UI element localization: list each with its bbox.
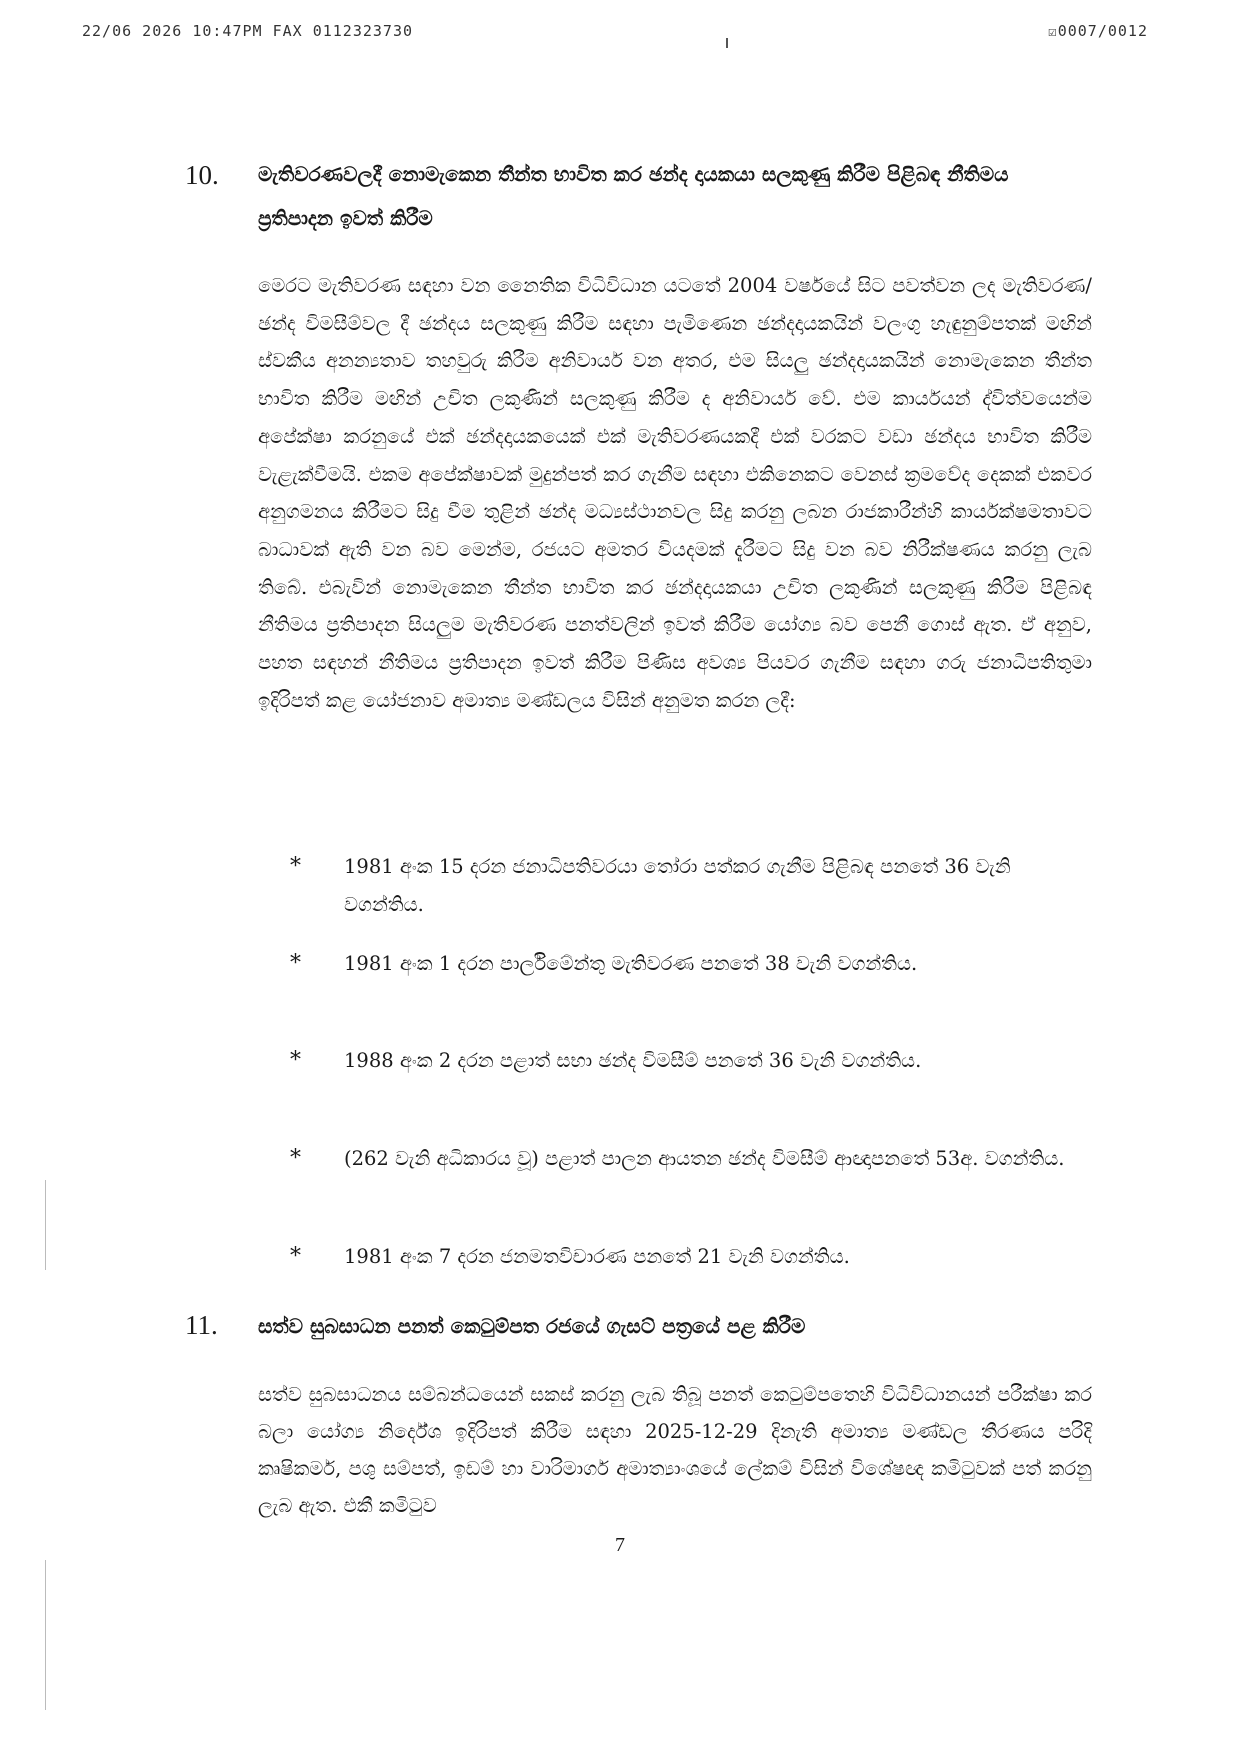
section-title: සත්ව සුබසාධන පනත් කෙටුම්පත රජයේ ගැසට් පත්‍රයේ පළ කිරීම	[258, 1314, 806, 1338]
fax-timestamp-line: 22/06 2026 10:47PM FAX 0112323730	[82, 22, 414, 40]
section-paragraph: සත්ව සුබසාධනය සම්බන්ධයෙන් සකස් කරනු ලැබ තිබූ පනත් කෙටුම්පතෙහි විධිවිධානයන් පරීක්ෂා කර බලා යෝග්‍ය නිර්දේශ ඉදිරිපත් කිරීම සඳහා 2025-12-29 දිනැති අමාත්‍ය මණ්ඩල තීරණය පරිදි කෘෂිකර්ම, පශු සම්පත්, ඉඩම් හා වාරිමාර්ග අමාත්‍යාංශයේ ලේකම් විසින් විශේෂඥ කමිටුවක් පත් කරනු ලැබ ඇත. එකී කමිටුව	[258, 1383, 1092, 1517]
scan-artifact-line	[45, 1180, 46, 1270]
list-item-text: (262 වැනි අධිකාරය වූ) පළාත් පාලන ආයතන ඡන්ද විමසීම් ආඥාපනතේ 53අ. වගන්තිය.	[344, 1147, 1065, 1170]
bullet-asterisk: *	[290, 1244, 301, 1269]
fax-page-counter	[1048, 22, 1148, 40]
list-item-text: 1981 අංක 15 දරන ජනාධිපතිවරයා තෝරා පත්කර ගැනීම පිළිබඳ පනතේ 36 වැනි වගන්තිය.	[344, 855, 1011, 916]
checkbox-mark-icon: ☑	[1048, 24, 1058, 40]
fax-header	[82, 22, 1148, 46]
scan-artifact-line	[45, 1560, 46, 1710]
fax-page-count: 0007/0012	[1057, 22, 1148, 40]
list-item-text: 1988 අංක 2 දරන පළාත් සභා ඡන්ද විමසීම් පනතේ 36 වැනි වගන්තිය.	[344, 1049, 922, 1072]
bullet-asterisk: *	[290, 854, 301, 879]
bullet-asterisk: *	[290, 1146, 301, 1171]
list-item	[290, 1238, 1090, 1278]
list-item	[290, 1042, 1090, 1122]
bullet-asterisk: *	[290, 1048, 301, 1073]
section-number: 10.	[185, 160, 219, 190]
section-title: මැතිවරණවලදී නොමැකෙන තීන්ත භාවිත කර ඡන්ද දායකයා සලකුණු කිරීම පිළිබඳ නීතිමය ප්‍රතිපාදන ඉවත් කිරීම	[258, 162, 1009, 230]
page-number: 7	[615, 1534, 625, 1556]
list-item-text: 1981 අංක 1 දරන පාර්ලිමේන්තු මැතිවරණ පනතේ 38 වැනි වගන්තිය.	[344, 952, 918, 975]
list-item	[290, 848, 1090, 928]
list-item-text: 1981 අංක 7 දරන ජනමතවිචාරණ පනතේ 21 වැනි වගන්තිය.	[344, 1245, 850, 1268]
section-number: 11.	[185, 1310, 218, 1340]
section-paragraph: මෙරට මැතිවරණ සඳහා වන නෛතික විධිවිධාන යටතේ 2004 වර්ෂයේ සිට පවත්වන ලද මැතිවරණ/ඡන්ද විමසීම්වල දී ඡන්දය සලකුණු කිරීම සඳහා පැමිණෙන ඡන්දදායකයින් වලංගු හැඳුනුම්පතක් මඟින් ස්වකීය අනන්‍යතාව තහවුරු කිරීම අනිවාර්ය වන අතර, එම සියලු ඡන්දදායකයින් නොමැකෙන තීන්ත භාවිත කිරීම මඟින් උචිත ලකුණින් සලකුණු කිරීම ද අනිවාර්ය වේ. එම කාර්යයන් ද්විත්වයෙන්ම අපේක්ෂා කරනුයේ එක් ඡන්දදායකයෙක් එක් මැතිවරණයකදී එක් වරකට වඩා ඡන්දය භාවිත කිරීම වැළැක්වීමයි. එකම අපේක්ෂාවක් මුදුන්පත් කර ගැනීම සඳහා එකිනෙකට වෙනස් ක්‍රමවේද දෙකක් එකවර අනුගමනය කිරීමට සිදු වීම තුළින් ඡන්ද මධ්‍යස්ථානවල සිදු කරනු ලබන රාජකාරීන්හි කාර්යක්ෂමතාවට බාධාවක් ඇති වන බව මෙන්ම, රජයට අමතර වියදමක් දැරීමට සිදු වන බව නිරීක්ෂණය කරනු ලැබ තිබේ. එබැවින් නොමැකෙන තීන්ත භාවිත කර ඡන්දදායකයා උචිත ලකුණින් සලකුණු කිරීම පිළිබඳ නීතිමය ප්‍රතිපාදන සියලුම මැතිවරණ පනත්වලින් ඉවත් කිරීම යෝග්‍ය බව පෙනී ගොස් ඇත. ඒ අනුව, පහත සඳහන් නීතිමය ප්‍රතිපාදන ඉවත් කිරීම පිණිස අවශ්‍ය පියවර ගැනීම සඳහා ගරු ජනාධිපතිතුමා ඉදිරිපත් කළ යෝජනාව අමාත්‍ය මණ්ඩලය විසින් අනුමත කරන ලදී:	[258, 274, 1092, 712]
bullet-asterisk: *	[290, 951, 301, 976]
list-item	[290, 1140, 1090, 1220]
scan-mark	[726, 38, 728, 48]
list-item	[290, 945, 1090, 1025]
